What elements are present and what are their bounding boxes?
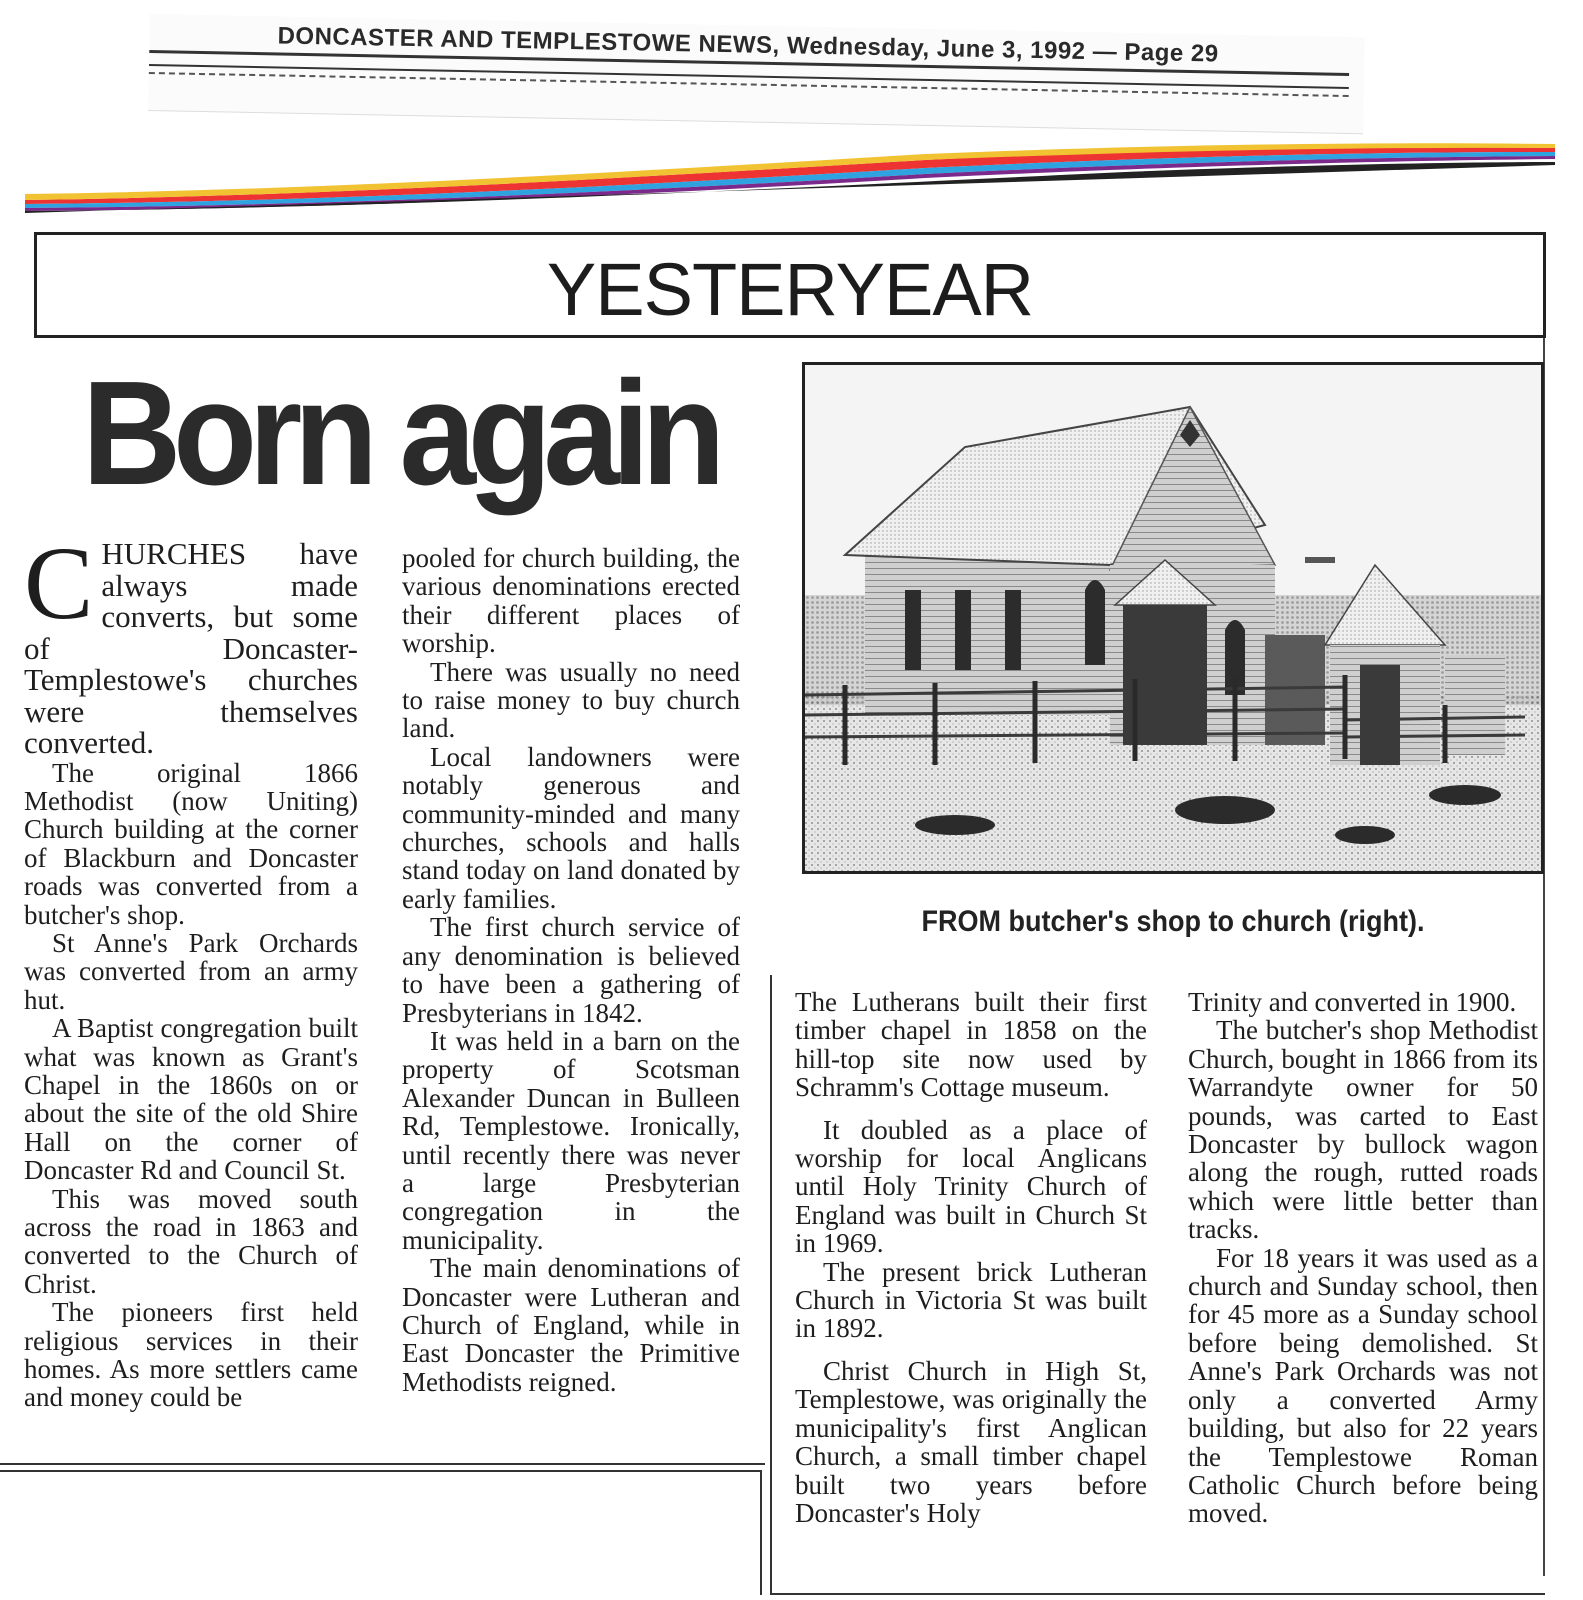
lead-text: HURCHES have always made converts, but some of Doncaster-Templestowe's churches were themselves converted. bbox=[24, 536, 358, 760]
clipping-edge bbox=[760, 1470, 762, 1595]
paragraph: The original 1866 Methodist (now Uniting) Church building at the corner of Blackburn and Doncaster roads was converted from a butcher's shop. bbox=[24, 757, 358, 930]
paragraph: St Anne's Park Orchards was converted from an army hut. bbox=[24, 927, 358, 1015]
paragraph: The pioneers first held religious services in their homes. As more settlers came and money could be bbox=[24, 1297, 358, 1413]
masthead: DONCASTER AND TEMPLESTOWE NEWS, Wednesday, June 3, 1992 — Page 29 bbox=[277, 22, 1219, 68]
paragraph: pooled for church building, the various denominations erected their different places of worship. bbox=[402, 543, 740, 659]
paragraph: There was usually no need to raise money to buy church land. bbox=[402, 656, 740, 744]
article-rule bbox=[0, 1470, 760, 1472]
photo-caption: FROM butcher's shop to church (right). bbox=[921, 905, 1425, 938]
article-column-3 bbox=[795, 988, 1147, 1527]
paragraph: A Baptist congregation built what was known as Grant's Chapel in the 1860s on or about the site of the old Shire Hall on the corner of Doncaster Rd and Council St. bbox=[24, 1013, 358, 1186]
lead-paragraph bbox=[24, 526, 358, 760]
article-rule bbox=[0, 1463, 765, 1465]
section-banner bbox=[34, 232, 1546, 338]
paragraph: The Lutherans built their first timber chapel in 1858 on the hill-top site now used by Schramm's Cottage museum. bbox=[795, 987, 1147, 1103]
paragraph: It doubled as a place of worship for local Anglicans until Holy Trinity Church of England was built in Church St in 1969. bbox=[795, 1114, 1147, 1259]
scan-color-streak bbox=[25, 138, 1555, 213]
article-column-1 bbox=[24, 526, 358, 1413]
church-photo-illustration bbox=[805, 365, 1541, 871]
paragraph: It was held in a barn on the property of Scotsman Alexander Duncan in Bulleen Rd, Templestowe. Ironically, until recently there was never a large Presbyterian congregation in the municipality. bbox=[402, 1025, 740, 1255]
drop-cap: C bbox=[24, 526, 94, 641]
church-photo bbox=[802, 362, 1544, 874]
article-column-2 bbox=[402, 544, 740, 1396]
paragraph: The main denominations of Doncaster were Lutheran and Church of England, while in East Doncaster the Primitive Methodists reigned. bbox=[402, 1253, 740, 1397]
paragraph: This was moved south across the road in 1863 and converted to the Church of Christ. bbox=[24, 1183, 358, 1299]
paragraph: The present brick Lutheran Church in Victoria St was built in 1892. bbox=[795, 1256, 1147, 1344]
section-title: YESTERYEAR bbox=[546, 248, 1034, 331]
paragraph: The first church service of any denomination is believed to have been a gathering of Presbyterians in 1842. bbox=[402, 912, 740, 1028]
paragraph: The butcher's shop Methodist Church, bought in 1866 from its Warrandyte owner for 50 pounds, was carted to East Doncaster by bullock wagon along the rough, rutted roads which were little better than tracks. bbox=[1188, 1015, 1538, 1245]
paragraph: For 18 years it was used as a church and Sunday school, then for 45 more as a Sunday school before being demolished. St Anne's Park Orchards was not only a converted Army building, but also for 22 years the Templestowe Roman Catholic Church before being moved. bbox=[1188, 1242, 1538, 1529]
paragraph: Local landowners were notably generous and community-minded and many churches, schools and halls stand today on land donated by early families. bbox=[402, 741, 740, 914]
paragraph: Christ Church in High St, Templestowe, was originally the municipality's first Anglican Church, a small timber chapel built two years before Doncaster's Holy bbox=[795, 1355, 1147, 1528]
article-column-4 bbox=[1188, 988, 1538, 1528]
masthead-clipping bbox=[148, 14, 1365, 134]
headline: Born again bbox=[82, 351, 718, 516]
paragraph: Trinity and converted in 1900. bbox=[1188, 987, 1517, 1017]
